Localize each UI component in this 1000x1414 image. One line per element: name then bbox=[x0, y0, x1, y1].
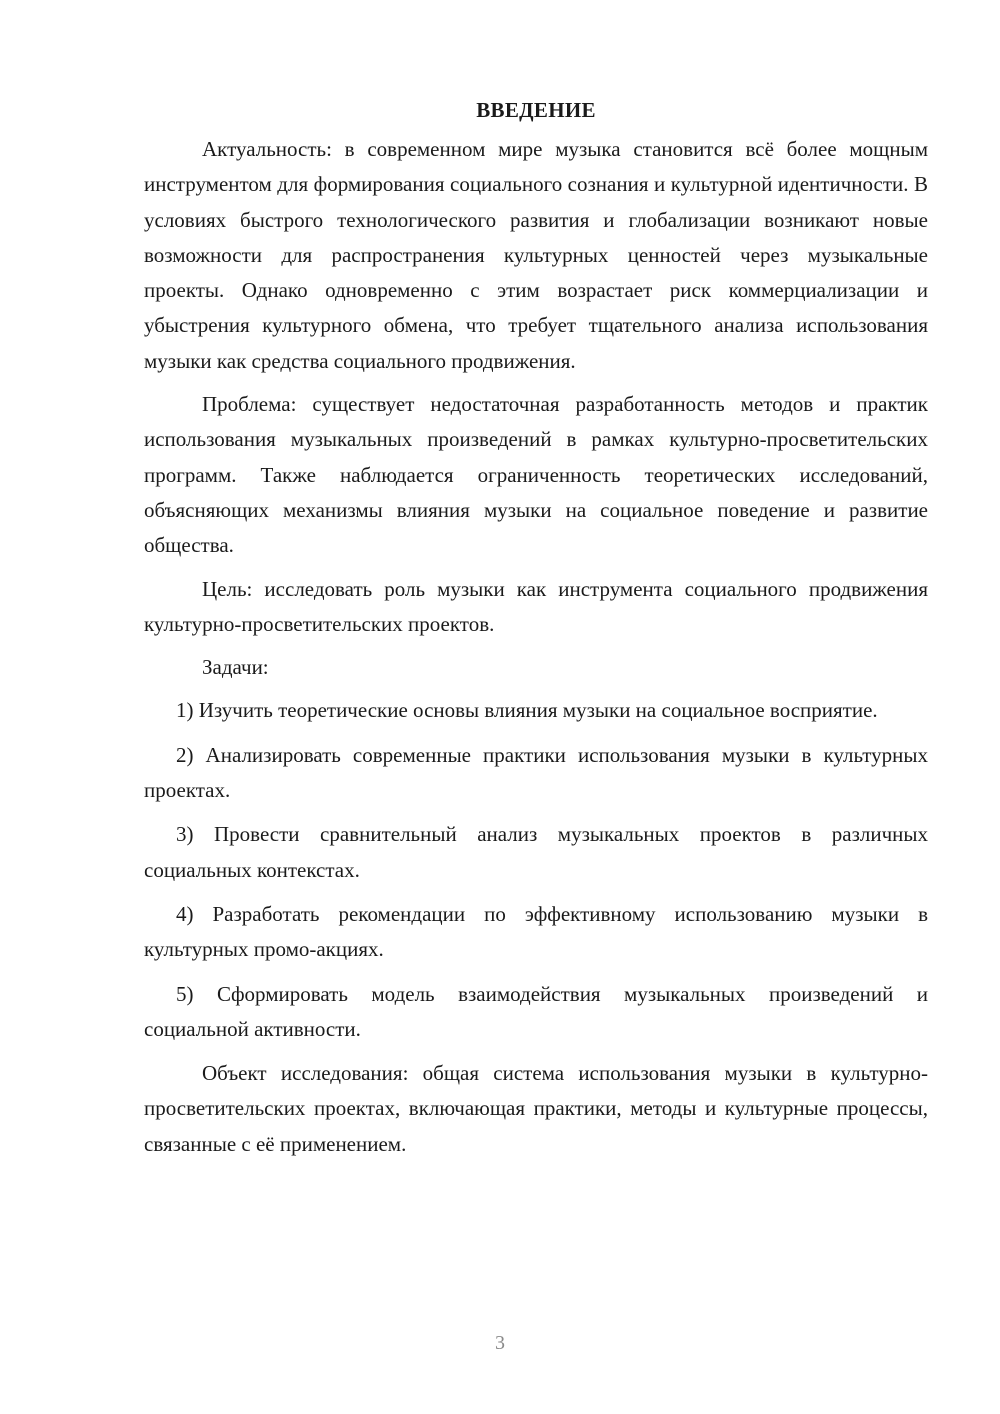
paragraph-relevance: Актуальность: в современном мире музыка становится всё более мощным инструментом для формирования социального сознания и культурной идентичности. В условиях быстрого технологического развития и глобализации возникают новые возможности для распространения культурных ценностей через музыкальные проекты. Однако одновременно с этим возрастает риск коммерциализации и убыстрения культурного обмена, что требует тщательного анализа использования музыки как средства социального продвижения. bbox=[144, 137, 928, 373]
task-item-3: 3) Провести сравнительный анализ музыкальных проектов в различных социальных контекстах. bbox=[144, 822, 928, 882]
paragraph-goal: Цель: исследовать роль музыки как инструмента социального продвижения культурно-просветительских проектов. bbox=[144, 576, 928, 636]
paragraph-problem: Проблема: существует недостаточная разработанность методов и практик использования музыкальных произведений в рамках культурно-просветительских программ. Также наблюдается ограниченность теоретических исследований, объясняющих механизмы влияния музыки на социальное поведение и развитие общества. bbox=[144, 392, 928, 558]
task-item-1: 1) Изучить теоретические основы влияния музыки на социальное восприятие. bbox=[176, 698, 878, 723]
task-item-4: 4) Разработать рекомендации по эффективному использованию музыки в культурных промо-акциях. bbox=[144, 901, 928, 962]
task-item-5: 5) Сформировать модель взаимодействия музыкальных произведений и социальной активности. bbox=[144, 981, 928, 1041]
page-content bbox=[144, 92, 928, 1170]
paragraph-object: Объект исследования: общая система использования музыки в культурно-просветительских проектах, включающая практики, методы и культурные процессы, связанные с её применением. bbox=[144, 1061, 928, 1156]
tasks-heading: Задачи: bbox=[202, 655, 269, 680]
section-title: ВВЕДЕНИЕ bbox=[476, 98, 596, 122]
task-item-2: 2) Анализировать современные практики использования музыки в культурных проектах. bbox=[144, 742, 928, 803]
page-number: 3 bbox=[495, 1332, 505, 1354]
